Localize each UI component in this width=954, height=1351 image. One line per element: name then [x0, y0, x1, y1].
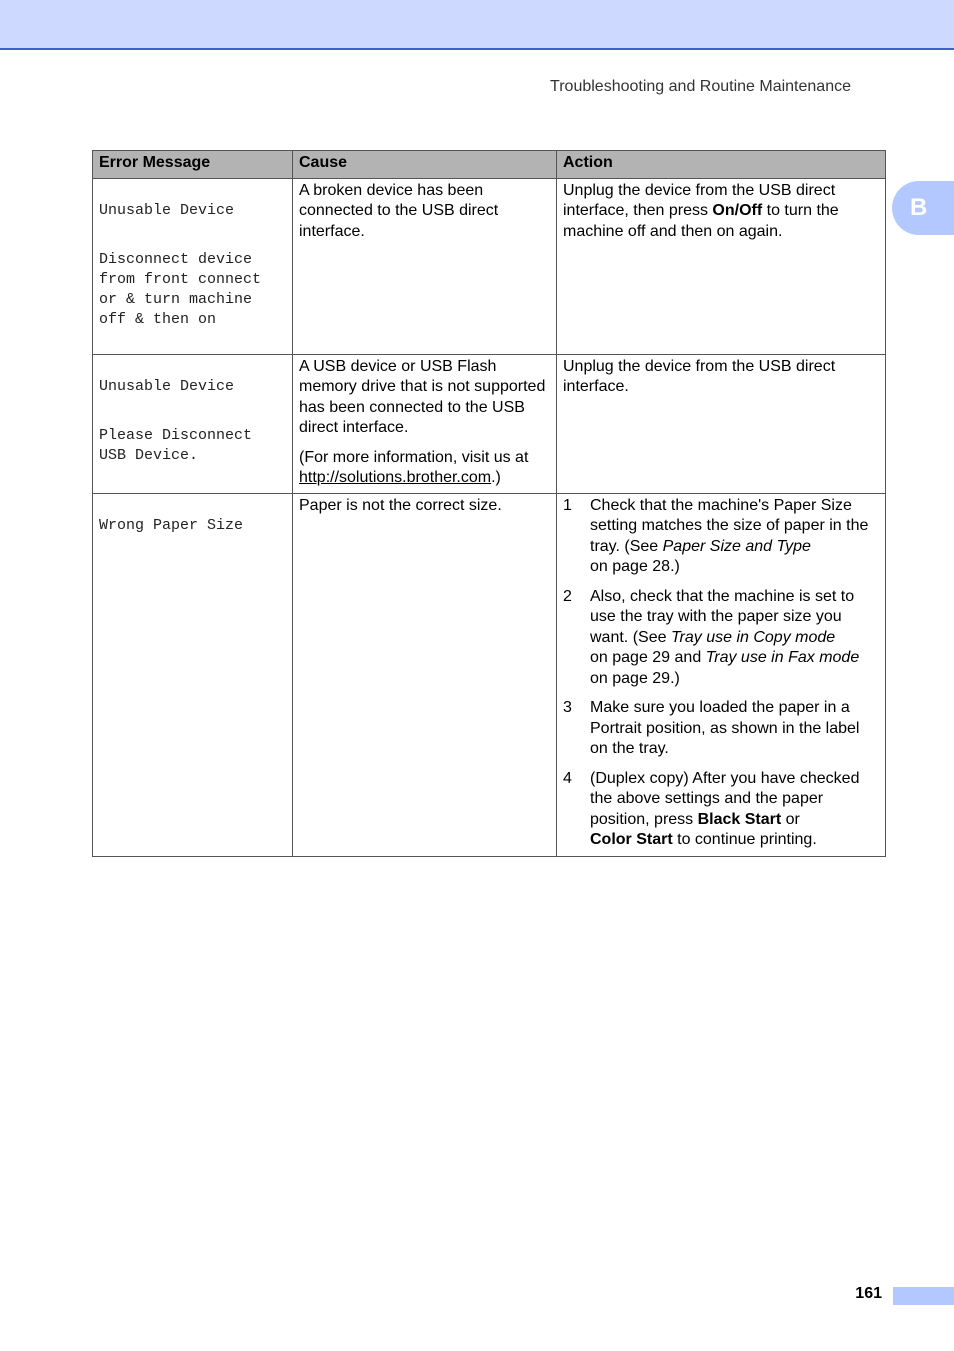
- error-message-line: Please Disconnect USB Device.: [99, 426, 253, 464]
- cross-reference: Paper Size and Type: [662, 537, 811, 555]
- table-row: [93, 178, 886, 354]
- step-text: Check that the machine's Paper Size setting matches the size of paper in the tray. (See Paper Size and Type on page 28.): [590, 496, 869, 575]
- list-item: [563, 698, 879, 760]
- error-message-line: Unusable Device: [99, 377, 235, 395]
- header-band: [0, 0, 954, 50]
- list-item: [563, 587, 879, 690]
- cause-text: Paper is not the correct size.: [299, 496, 502, 514]
- step-text: (Duplex copy) After you have checked the above settings and the paper position, press Black Start or Color Start to continue printing.: [590, 769, 860, 848]
- error-message-cell: [93, 354, 293, 493]
- error-message-line: Unusable Device: [99, 201, 235, 219]
- cross-reference: Tray use in Copy mode: [670, 628, 836, 646]
- error-message-line: Wrong Paper Size: [99, 516, 244, 534]
- action-text: Unplug the device from the USB direct interface, then press On/Off to turn the machine off and then on again.: [563, 181, 839, 240]
- error-message-cell: [93, 178, 293, 354]
- list-item: [563, 496, 879, 578]
- running-header: Troubleshooting and Routine Maintenance: [550, 78, 851, 95]
- column-header-cause: Cause: [293, 151, 557, 179]
- action-cell: [557, 354, 886, 493]
- cause-note: (For more information, visit us at http://solutions.brother.com.): [299, 448, 529, 486]
- step-text: Also, check that the machine is set to use the tray with the paper size you want. (See Tray use in Copy mode on page 29 and Tray use in Fax mode on page 29.): [590, 587, 860, 687]
- column-header-action: Action: [557, 151, 886, 179]
- action-steps-list: [563, 496, 879, 851]
- column-header-error-message: Error Message: [93, 151, 293, 179]
- color-start-key-label: Color Start: [590, 831, 673, 848]
- footer-band: [893, 1287, 954, 1305]
- list-item: [563, 769, 879, 851]
- step-text: Make sure you loaded the paper in a Portrait position, as shown in the label on the tray.: [590, 699, 860, 757]
- step-number: 3: [563, 699, 572, 716]
- black-start-key-label: Black Start: [697, 810, 782, 828]
- cause-cell: [293, 493, 557, 856]
- step-number: 4: [563, 769, 572, 787]
- action-cell: [557, 493, 886, 856]
- cause-cell: [293, 354, 557, 493]
- page-number: 161: [855, 1285, 882, 1302]
- action-text: Unplug the device from the USB direct interface.: [563, 357, 836, 395]
- cause-cell: [293, 178, 557, 354]
- action-cell: [557, 178, 886, 354]
- on-off-key-label: On/Off: [712, 202, 763, 219]
- support-link[interactable]: http://solutions.brother.com: [299, 469, 492, 486]
- error-message-line: Disconnect device from front connect or & turn machine off & then on: [99, 250, 262, 328]
- chapter-tab: B: [892, 181, 954, 235]
- step-number: 2: [563, 587, 572, 605]
- table-row: [93, 354, 886, 493]
- error-message-cell: [93, 493, 293, 856]
- cause-text: A broken device has been connected to the USB direct interface.: [299, 181, 499, 240]
- step-number: 1: [563, 496, 572, 514]
- error-message-table: [92, 150, 886, 857]
- table-row: [93, 493, 886, 856]
- cause-text: A USB device or USB Flash memory drive that is not supported has been connected to the USB direct interface.: [299, 357, 546, 436]
- table-header-row: [93, 151, 886, 179]
- cross-reference: Tray use in Fax mode: [705, 649, 860, 666]
